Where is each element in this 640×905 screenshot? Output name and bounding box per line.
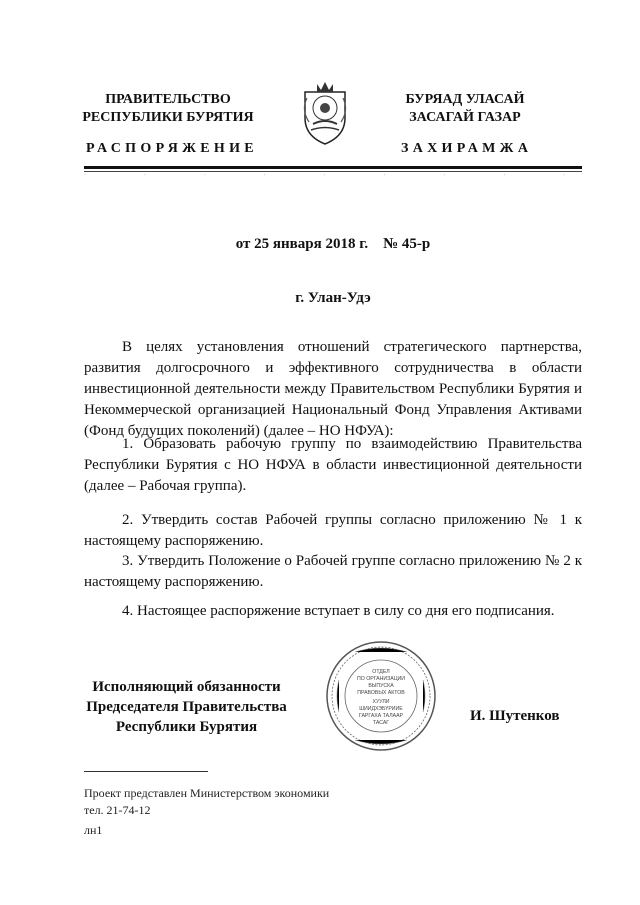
official-stamp	[325, 640, 437, 752]
signatory-title-line1: Исполняющий обязанности	[92, 679, 281, 695]
header-right-line2: ЗАСАГАЙ ГАЗАР	[409, 110, 521, 125]
signatory-title	[84, 677, 289, 737]
footer-code: лн1	[84, 823, 103, 837]
signatory-title-line3: Республики Бурятия	[115, 719, 258, 735]
header-left-block	[78, 91, 258, 127]
document-date-number: от 25 января 2018 г. № 45-р	[235, 236, 431, 252]
svg-text:ШИИДХЭБҮРИИЕ: ШИИДХЭБҮРИИЕ	[359, 706, 403, 712]
coat-of-arms-icon	[297, 78, 353, 148]
svg-text:ОТДЕЛ: ОТДЕЛ	[372, 669, 390, 675]
svg-text:ГАРГАХА ТАЛААР: ГАРГАХА ТАЛААР	[358, 713, 404, 719]
document-city: г. Улан-Удэ	[295, 290, 371, 306]
footer-project-note: Проект представлен Министерством экономики	[84, 786, 330, 800]
item-1-paragraph: 1. Образовать рабочую группу по взаимодействию Правительства Республики Бурятия с НО НФУА в области инвестиционной деятельности (далее – Рабочая группа).	[84, 436, 582, 494]
item-2-paragraph: 2. Утвердить состав Рабочей группы согласно приложению № 1 к настоящему распоряжению.	[84, 512, 582, 549]
footer-divider	[84, 771, 208, 772]
header-divider-thick	[84, 166, 582, 169]
svg-text:ПРАВОВЫХ АКТОВ: ПРАВОВЫХ АКТОВ	[357, 690, 405, 696]
header-left-line1: ПРАВИТЕЛЬСТВО	[105, 92, 231, 107]
decree-title-bua: ЗАХИРАМЖА	[401, 141, 533, 156]
svg-text:ПО ОРГАНИЗАЦИИ: ПО ОРГАНИЗАЦИИ	[357, 676, 405, 682]
signatory-title-line2: Председателя Правительства	[86, 699, 287, 715]
svg-text:ТАСАГ: ТАСАГ	[372, 720, 390, 726]
signatory-name: И. Шутенков	[470, 708, 560, 724]
decree-title-ru: РАСПОРЯЖЕНИЕ	[86, 141, 258, 156]
intro-paragraph: В целях установления отношений стратегического партнерства, развития долгосрочного и эффективного сотрудничества в области инвестиционной деятельности между Правительством Республики Бурятия и Некоммерческой организацией Национальный Фонд Управления Активами (Фонд будущих поколений) (далее – НО НФУА):	[84, 339, 582, 439]
svg-text:ХУУЛИ: ХУУЛИ	[372, 699, 390, 705]
header-dotted-line: ·········	[84, 172, 624, 179]
item-3-paragraph: 3. Утвердить Положение о Рабочей группе согласно приложению № 2 к настоящему распоряжению.	[84, 553, 582, 590]
footer-phone: тел. 21-74-12	[84, 803, 151, 817]
item-4-paragraph: 4. Настоящее распоряжение вступает в силу со дня его подписания.	[122, 603, 555, 619]
header-left-line2: РЕСПУБЛИКИ БУРЯТИЯ	[82, 110, 254, 125]
header-right-line1: БУРЯАД УЛАСАЙ	[405, 92, 525, 107]
svg-text:ВЫПУСКА: ВЫПУСКА	[368, 683, 394, 689]
header-right-block	[385, 91, 545, 127]
